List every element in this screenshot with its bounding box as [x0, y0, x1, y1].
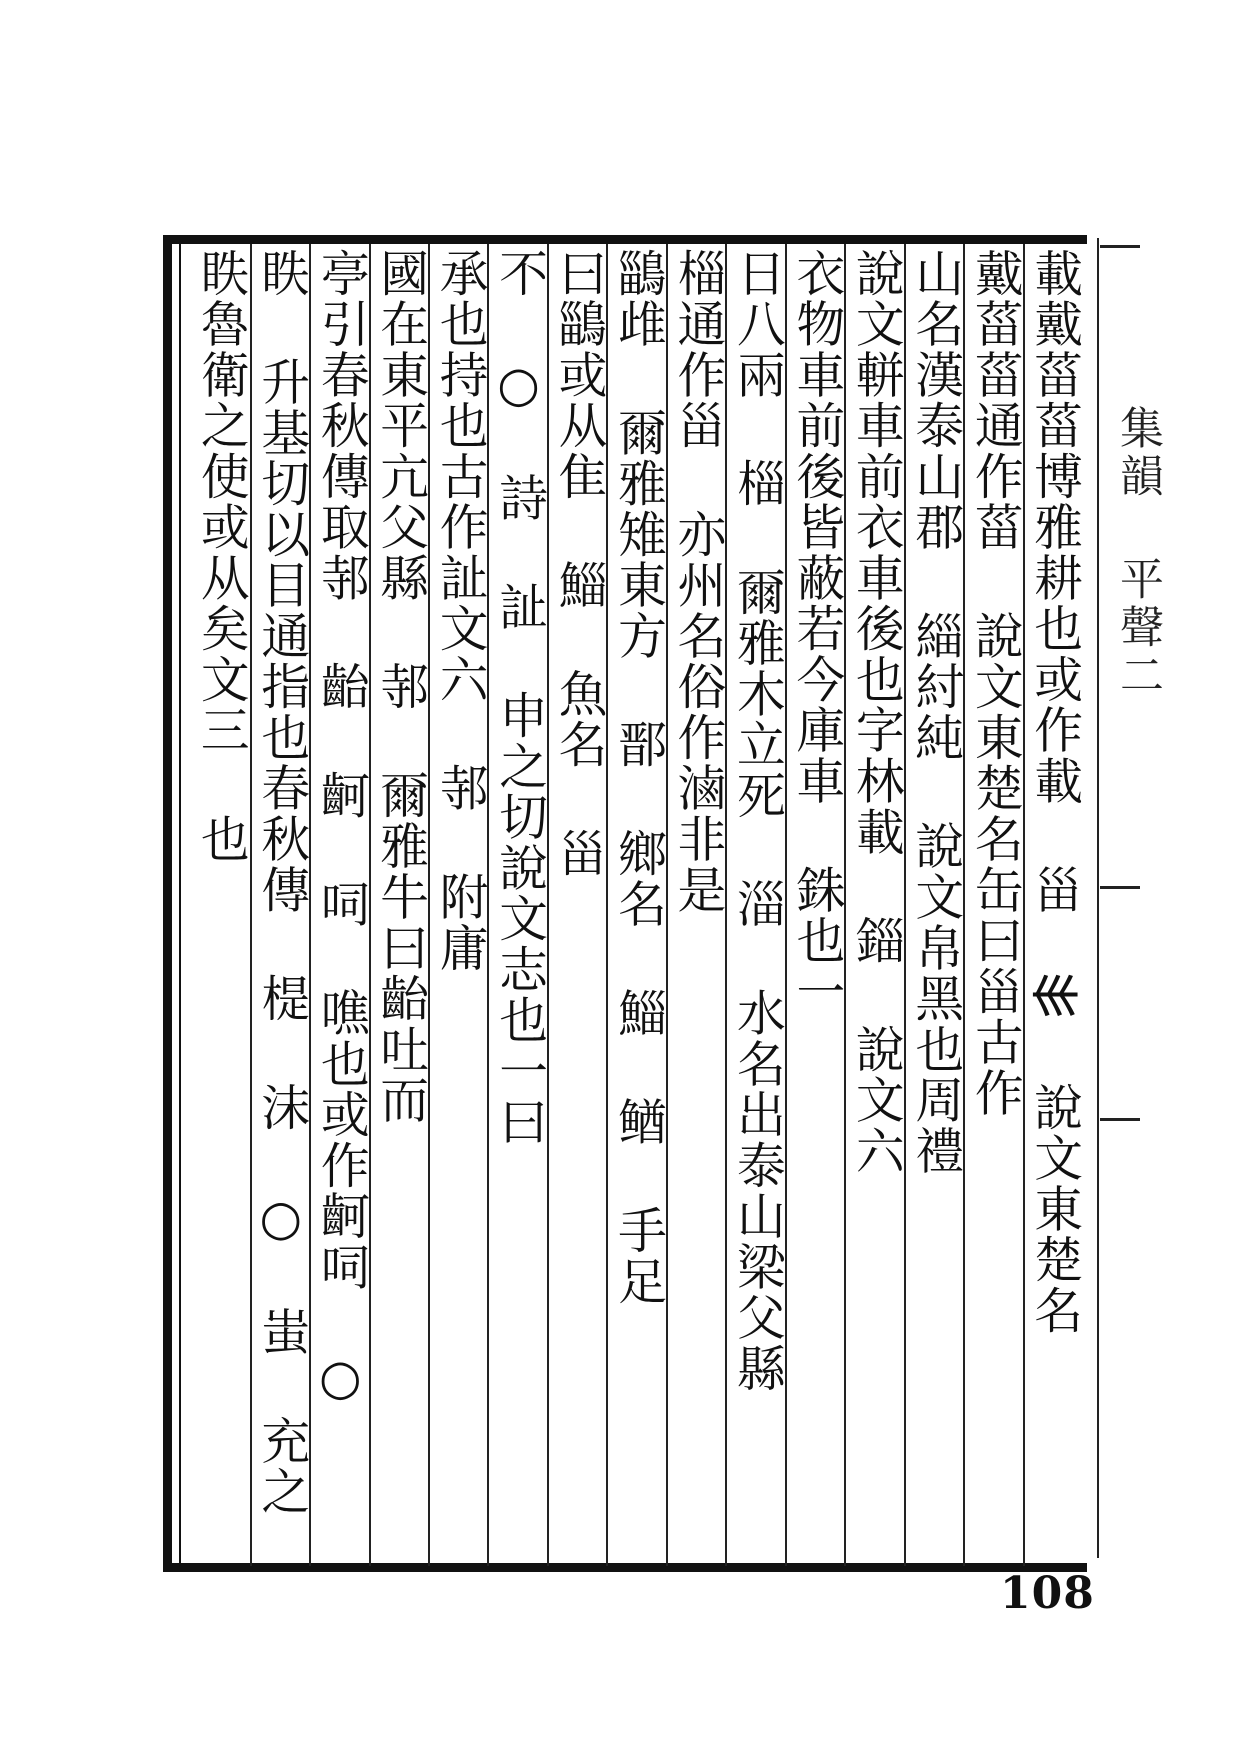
column-text: 戴菑菑通作菑 說文東楚名缶曰甾古作: [966, 248, 1023, 1119]
column-text: 衣物車前後皆蔽若今庫車 銖也一: [787, 248, 844, 1017]
column-text: 椔通作甾 亦州名俗作滷非是: [668, 248, 725, 916]
column-text: 眣魯衛之使或从矣文三 也: [192, 248, 249, 865]
page-number: 108: [1000, 1568, 1095, 1619]
text-column: [844, 244, 903, 1566]
text-column: [963, 244, 1022, 1566]
column-text: 日八兩 椔 爾雅木立死 淄 水名出泰山梁父縣: [728, 248, 785, 1394]
text-column: [487, 244, 546, 1566]
text-column: [369, 244, 428, 1566]
text-column: [666, 244, 725, 1566]
margin-mark: [1100, 1118, 1140, 1121]
margin-mark: [1100, 245, 1140, 248]
text-columns: [190, 244, 1082, 1566]
text-column: [309, 244, 368, 1566]
column-text: 國在東平亢父縣 邿 爾雅牛曰齝吐而: [371, 248, 428, 1126]
frame-inner-line: [179, 238, 181, 1566]
column-text: 曰鶅或从隹 鯔 魚名 甾: [550, 248, 607, 879]
text-column: [547, 244, 606, 1566]
text-column: [1023, 244, 1082, 1566]
column-text: 承也持也古作訨文六 邿 附庸: [431, 248, 488, 974]
text-column: [725, 244, 784, 1566]
column-text: 說文軿車前衣車後也字林載 錙 說文六: [847, 248, 904, 1177]
margin-mark: [1100, 886, 1140, 889]
text-column: [250, 244, 309, 1566]
column-text: 載戴菑菑博雅耕也或作載 甾 𡿧 說文東楚名: [1025, 248, 1082, 1336]
column-text: 鶅䧳 爾雅雉東方 鄑 鄉名 鯔 䲡 手足: [609, 248, 666, 1307]
text-column: [190, 244, 249, 1566]
text-column: [428, 244, 487, 1566]
text-column: [904, 244, 963, 1566]
margin-title: 集韻 平聲二: [1112, 405, 1163, 700]
text-column: [785, 244, 844, 1566]
text-column: [606, 244, 665, 1566]
column-text: 亭引春秋傳取邿 齝 䶗 呞 噍也或作䶗呞 ○: [312, 248, 369, 1409]
column-text: 不 ○ 詩 訨 申之切說文志也一曰: [490, 248, 547, 1148]
column-text: 山名漢泰山郡 緇紂純 說文帛黑也周禮: [906, 248, 963, 1177]
column-text: 眣 升基切以目通指也春秋傳 㮛 沫 ○ 蚩 充之: [252, 248, 309, 1517]
